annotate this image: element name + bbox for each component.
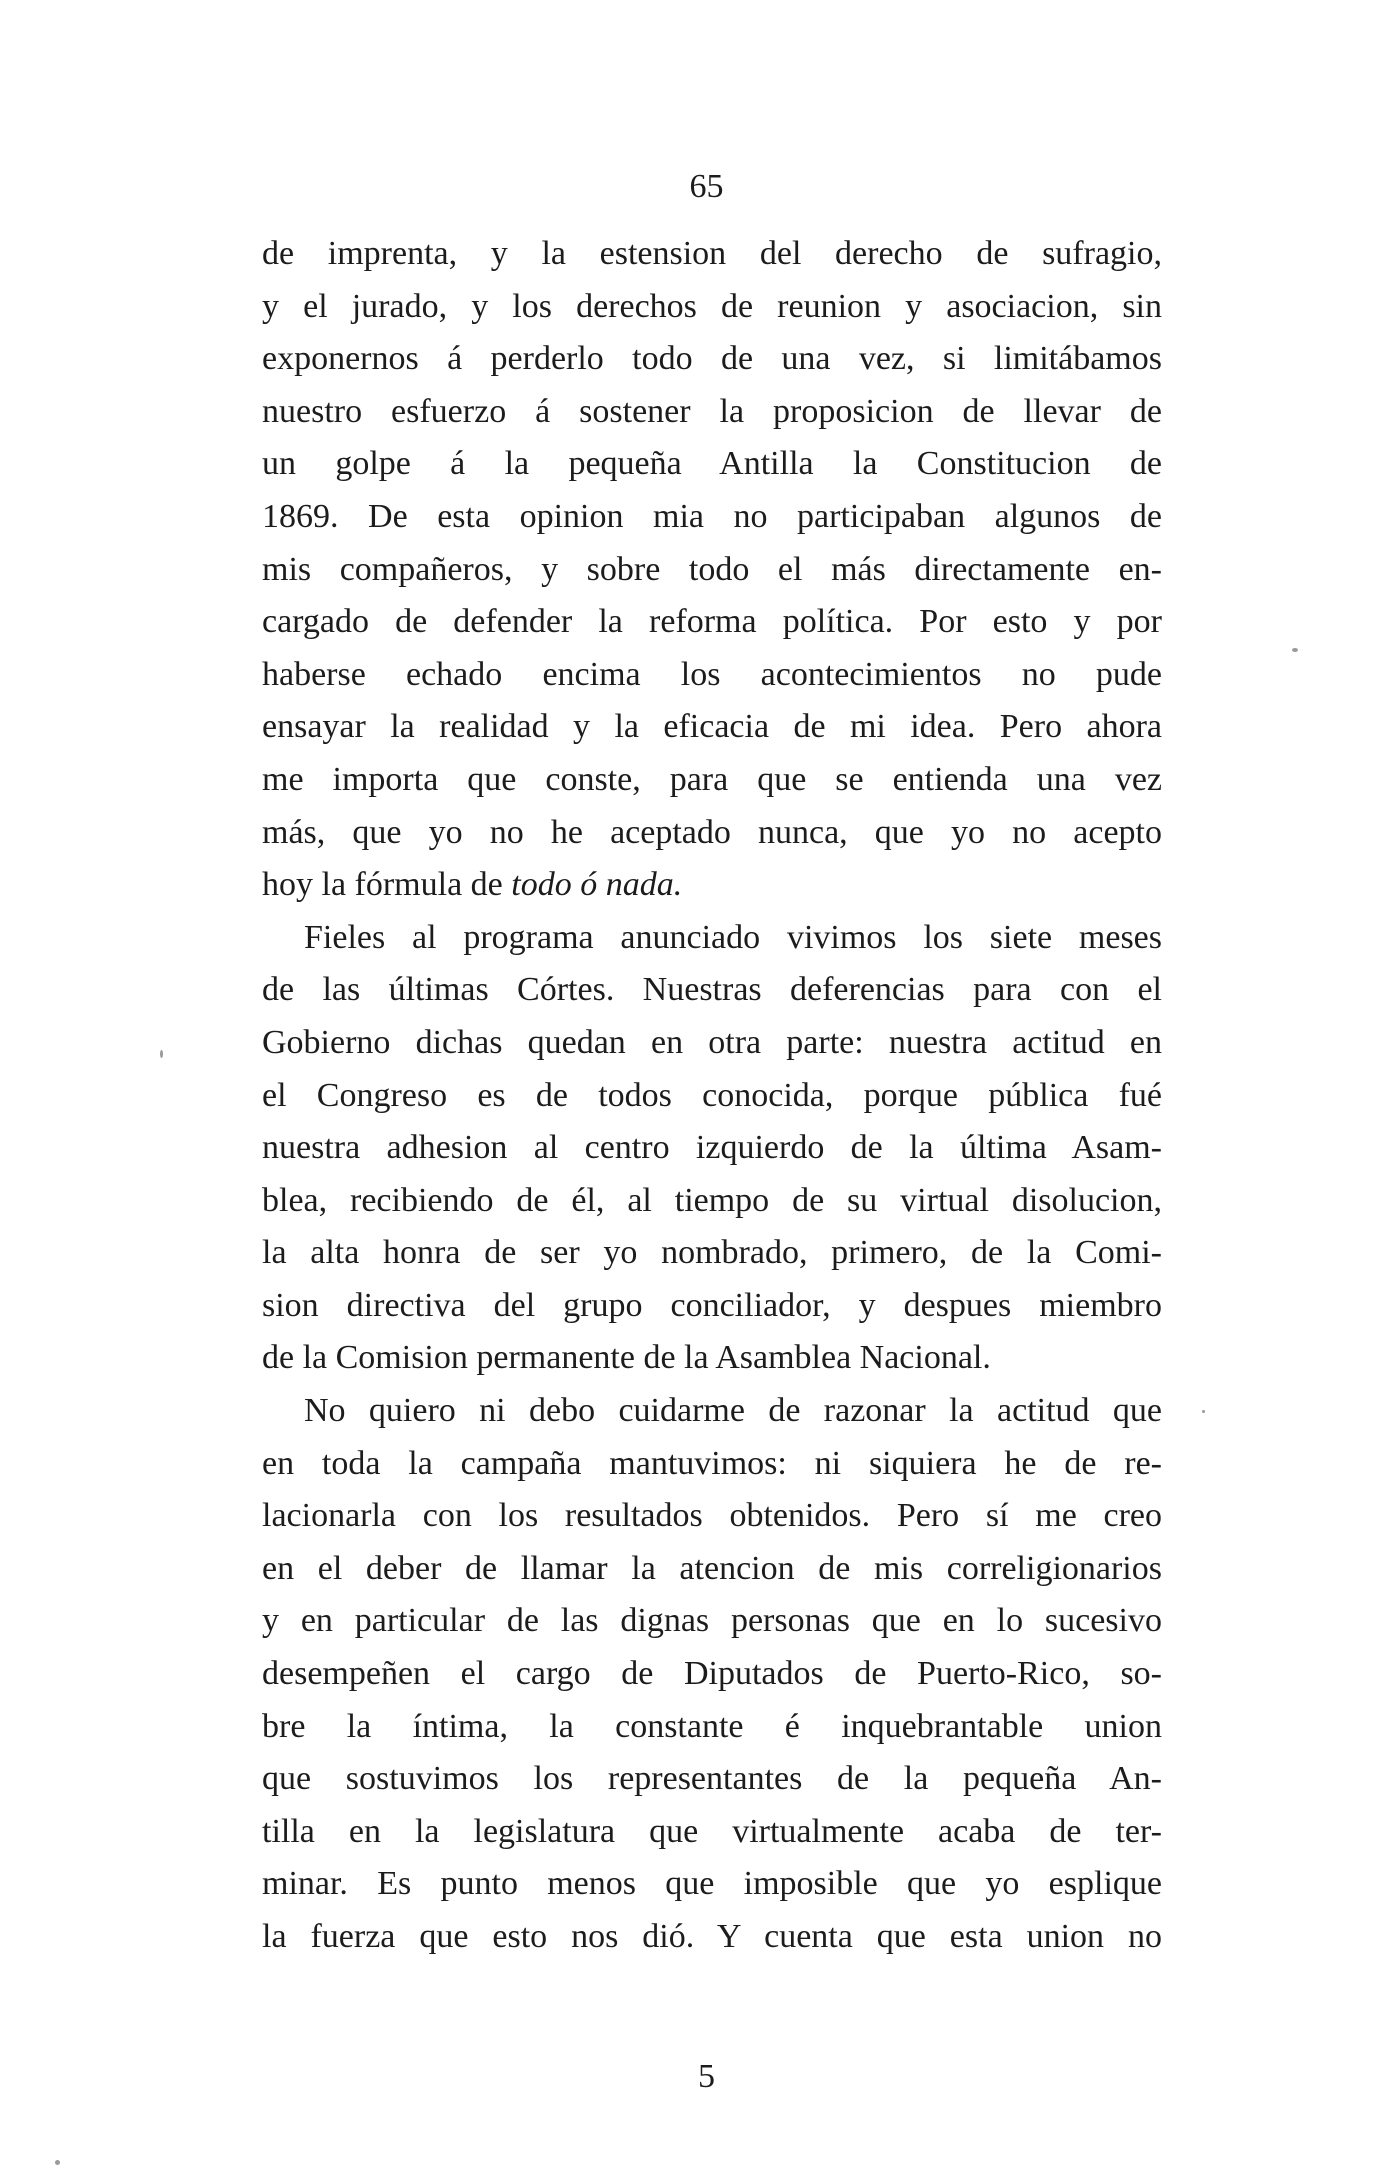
italic-phrase: todo ó nada.: [511, 866, 683, 904]
text-line: Fieles al programa anunciado vivimos los siete meses: [304, 918, 1162, 956]
text-line: de la Comision permanente de la Asamblea Nacional.: [262, 1339, 991, 1377]
text-line: un golpe á la pequeña Antilla la Constitucion de: [262, 445, 1162, 483]
text-line: desempeñen el cargo de Diputados de Puerto-Rico, so-: [262, 1655, 1162, 1693]
paragraph-3: [262, 1385, 1162, 1964]
text-line: mis compañeros, y sobre todo el más directamente en-: [262, 550, 1162, 588]
text-line: cargado de defender la reforma política. Por esto y por: [262, 603, 1162, 641]
scan-speck: [1202, 1410, 1205, 1413]
text-line: exponernos á perderlo todo de una vez, si limitábamos: [262, 340, 1162, 378]
text-line: de imprenta, y la estension del derecho de sufragio,: [262, 235, 1162, 272]
text-line: que sostuvimos los representantes de la pequeña An-: [262, 1760, 1162, 1798]
text-line: y en particular de las dignas personas que en lo sucesivo: [262, 1602, 1162, 1640]
paragraph-2: [262, 912, 1162, 1385]
text-line: No quiero ni debo cuidarme de razonar la actitud que: [304, 1392, 1162, 1430]
text-line: el Congreso es de todos conocida, porque pública fué: [262, 1076, 1162, 1114]
text-line: me importa que conste, para que se entienda una vez: [262, 760, 1162, 798]
scan-speck: [160, 1050, 163, 1058]
text-line: Gobierno dichas quedan en otra parte: nuestra actitud en: [262, 1023, 1162, 1061]
text-line: más, que yo no he aceptado nunca, que yo no acepto: [262, 813, 1162, 851]
text-line: [262, 859, 1162, 912]
text-line: sion directiva del grupo conciliador, y despues miembro: [262, 1286, 1162, 1324]
text-line: en el deber de llamar la atencion de mis correligionarios: [262, 1549, 1162, 1587]
text-line: blea, recibiendo de él, al tiempo de su virtual disolucion,: [262, 1181, 1162, 1219]
scan-speck: [55, 2160, 60, 2165]
text-line: nuestra adhesion al centro izquierdo de la última Asam-: [262, 1129, 1162, 1167]
text-line: en toda la campaña mantuvimos: ni siquiera he de re-: [262, 1444, 1162, 1482]
signature-mark: 5: [698, 2058, 715, 2095]
text-line-prefix: hoy la fórmula de: [262, 866, 512, 904]
text-line: la alta honra de ser yo nombrado, primero, de la Comi-: [262, 1234, 1162, 1272]
text-line: haberse echado encima los acontecimientos no pude: [262, 655, 1162, 693]
text-line: de las últimas Córtes. Nuestras deferencias para con el: [262, 971, 1162, 1009]
page-number: 65: [689, 168, 724, 205]
text-line: bre la íntima, la constante é inquebrantable union: [262, 1707, 1162, 1745]
text-line: la fuerza que esto nos dió. Y cuenta que esta union no: [262, 1918, 1162, 1955]
scan-speck: [1292, 648, 1298, 652]
text-line: y el jurado, y los derechos de reunion y asociacion, sin: [262, 287, 1162, 325]
text-line: lacionarla con los resultados obtenidos. Pero sí me creo: [262, 1497, 1162, 1535]
body-text: [262, 228, 1162, 1964]
text-line: nuestro esfuerzo á sostener la proposicion de llevar de: [262, 392, 1162, 430]
text-line: minar. Es punto menos que imposible que yo esplique: [262, 1865, 1162, 1903]
paragraph-1: [262, 228, 1162, 912]
text-line: ensayar la realidad y la eficacia de mi idea. Pero ahora: [262, 708, 1162, 746]
text-line: 1869. De esta opinion mia no participaban algunos de: [262, 497, 1162, 535]
text-line: tilla en la legislatura que virtualmente acaba de ter-: [262, 1812, 1162, 1850]
